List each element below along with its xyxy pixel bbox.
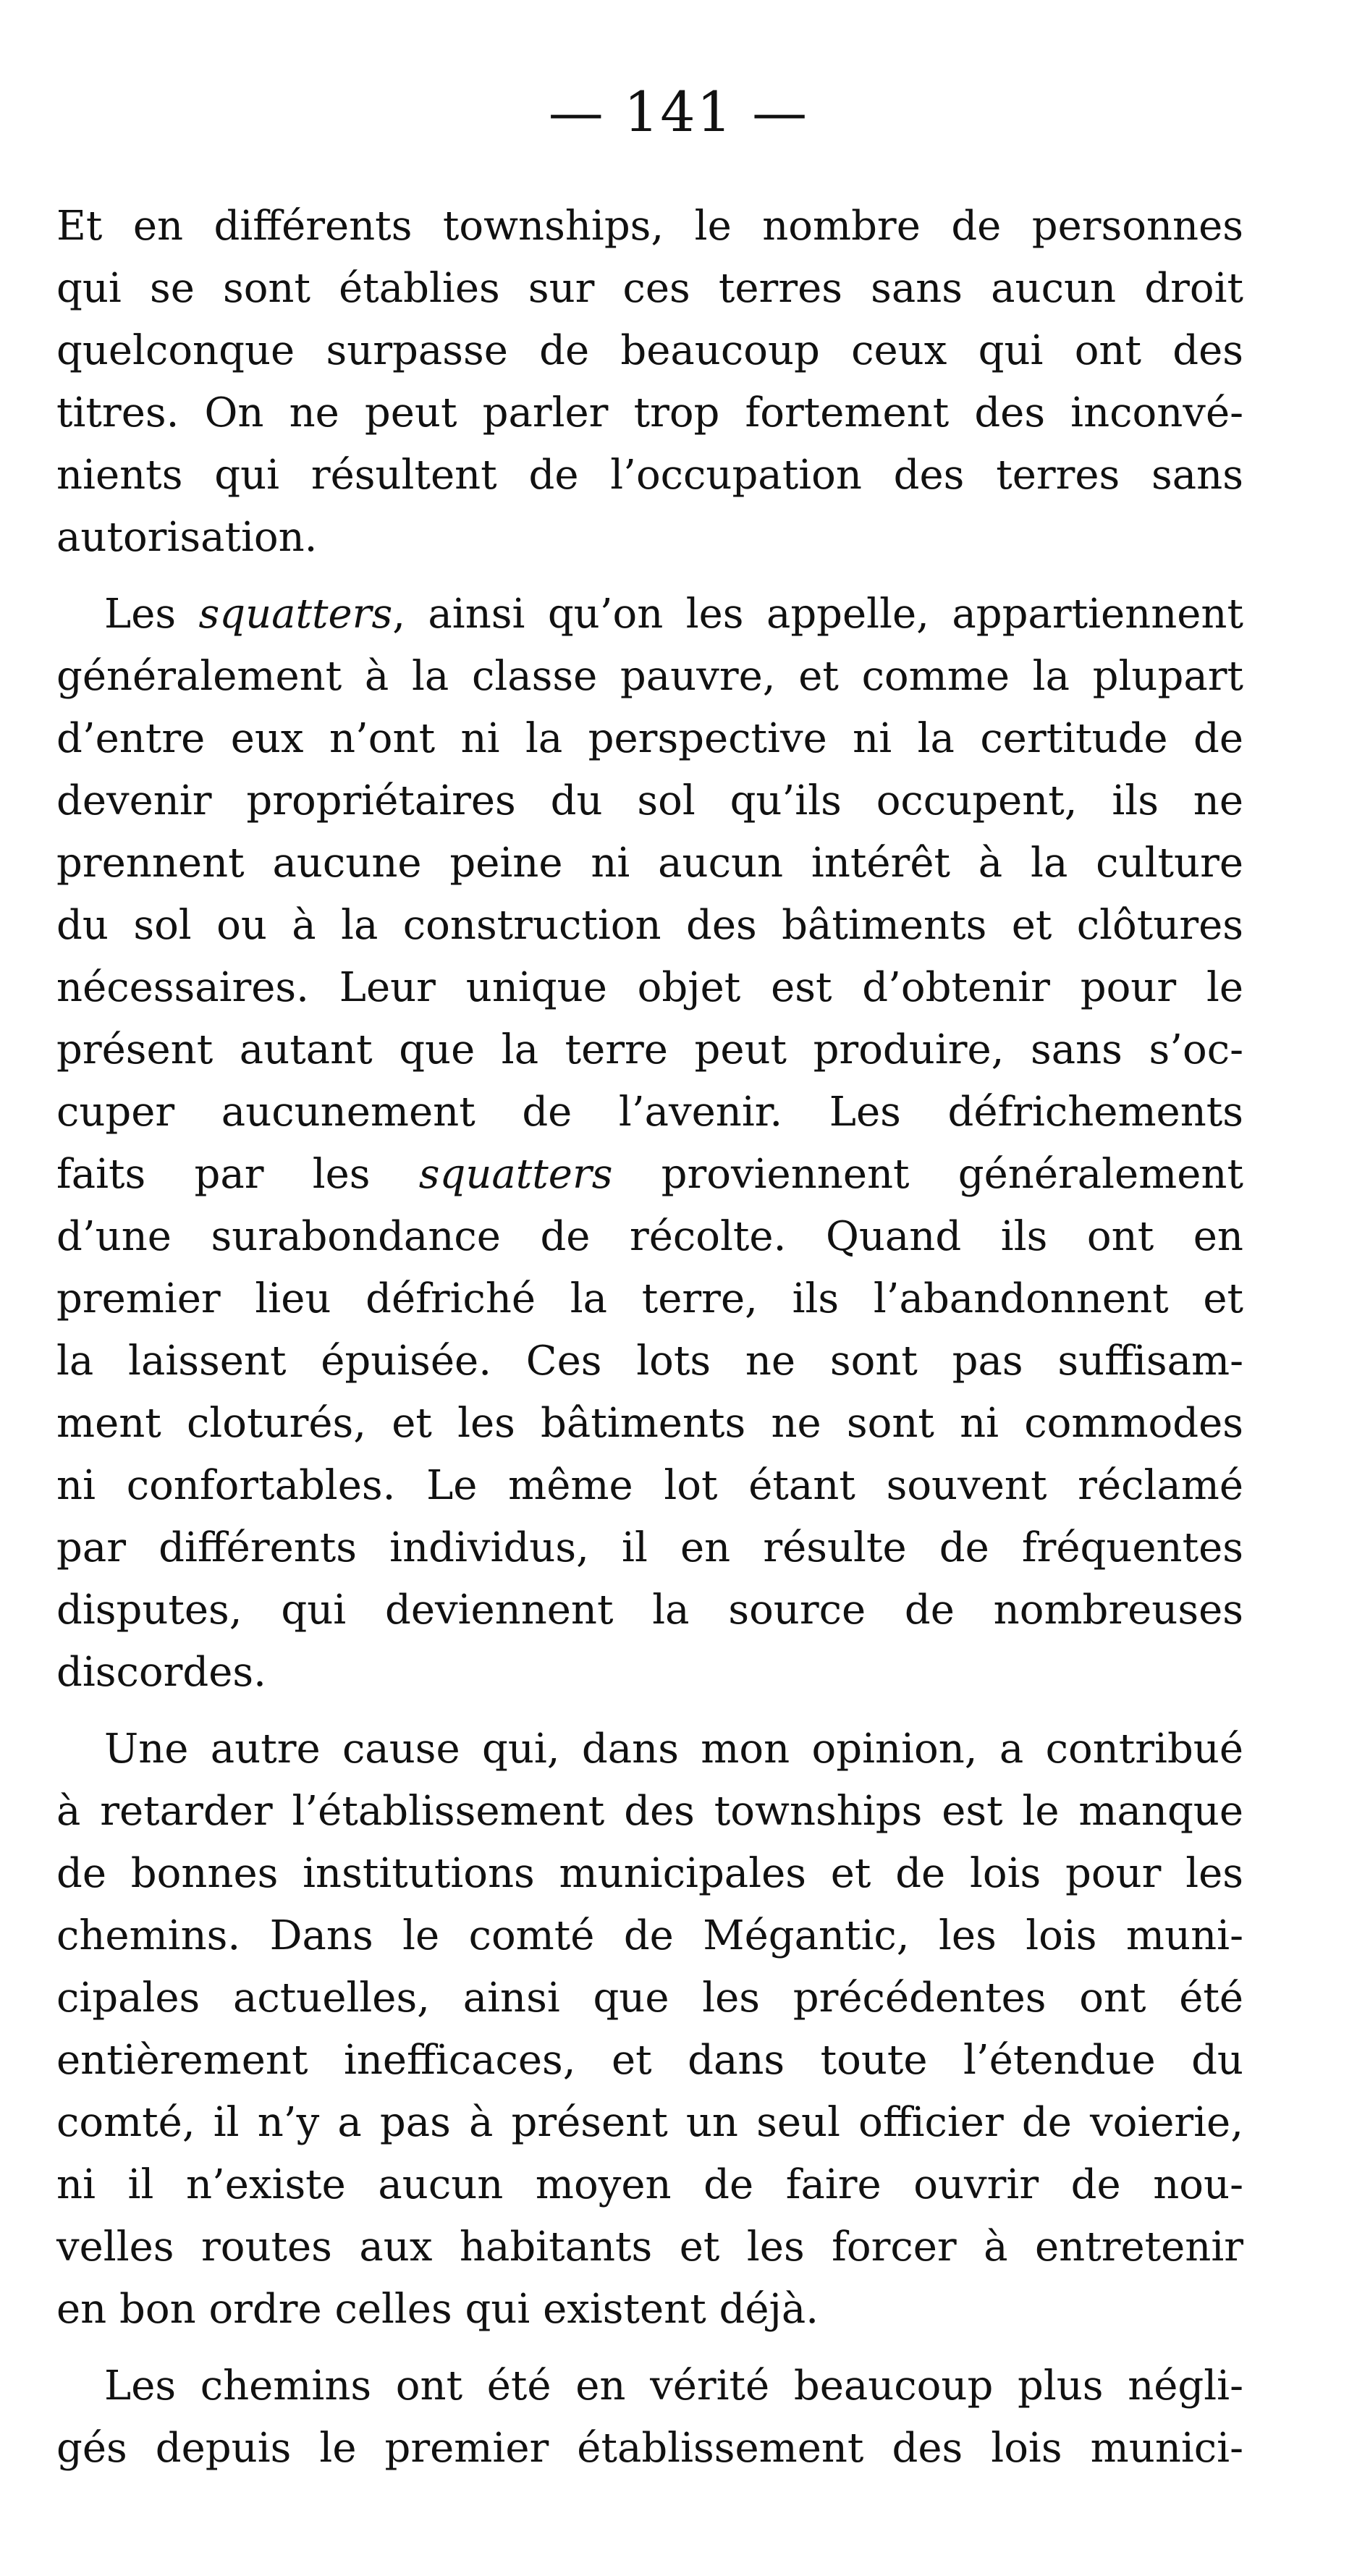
paragraph bbox=[56, 2355, 1243, 2480]
text-line: nécessaires. Leur unique objet est d’obtenir pour le bbox=[56, 964, 1243, 1011]
text-line: cipales actuelles, ainsi que les précédentes ont été bbox=[56, 1975, 1243, 2022]
text-segment: Les bbox=[104, 591, 199, 638]
body-text bbox=[56, 195, 1243, 2480]
text-line: quelconque surpasse de beaucoup ceux qui ont des bbox=[56, 327, 1243, 374]
text-line: titres. On ne peut parler trop fortement des inconvé- bbox=[56, 389, 1243, 436]
text-line bbox=[56, 583, 1243, 646]
text-line: gés depuis le premier établissement des lois munici- bbox=[56, 2425, 1243, 2472]
text-line: de bonnes institutions municipales et de lois pour les bbox=[56, 1850, 1243, 1897]
paragraph-gap bbox=[56, 569, 1243, 583]
text-line: ni il n’existe aucun moyen de faire ouvrir de nou- bbox=[56, 2161, 1243, 2208]
page-number: — 141 — bbox=[548, 80, 809, 144]
text-line: entièrement inefficaces, et dans toute l’étendue du bbox=[56, 2037, 1243, 2084]
text-line: premier lieu défriché la terre, ils l’abandonnent et bbox=[56, 1275, 1243, 1322]
text-line: cuper aucunement de l’avenir. Les défrichements bbox=[56, 1089, 1243, 1136]
text-line: devenir propriétaires du sol qu’ils occupent, ils ne bbox=[56, 777, 1243, 824]
text-line: en bon ordre celles qui existent déjà. bbox=[56, 2286, 819, 2333]
text-line: du sol ou à la construction des bâtiments et clôtures bbox=[56, 902, 1243, 949]
text-line: discordes. bbox=[56, 1649, 266, 1696]
text-line: Et en différents townships, le nombre de personnes bbox=[56, 203, 1243, 250]
text-line: chemins. Dans le comté de Mégantic, les lois muni- bbox=[56, 1912, 1243, 1959]
text-line: d’entre eux n’ont ni la perspective ni la certitude de bbox=[56, 715, 1243, 762]
text-line: Les chemins ont été en vérité beaucoup plus négli- bbox=[104, 2362, 1243, 2410]
text-segment: proviennent généralement bbox=[612, 1151, 1243, 1198]
text-line: généralement à la classe pauvre, et comme la plupart bbox=[56, 653, 1243, 700]
text-line: autorisation. bbox=[56, 514, 318, 561]
text-line: nients qui résultent de l’occupation des terres sans bbox=[56, 452, 1243, 499]
paragraph-gap bbox=[56, 2341, 1243, 2355]
text-line: disputes, qui deviennent la source de nombreuses bbox=[56, 1587, 1243, 1634]
text-line bbox=[56, 1144, 1243, 1206]
text-line: prennent aucune peine ni aucun intérêt à la culture bbox=[56, 840, 1243, 887]
text-line: à retarder l’établissement des townships est le manque bbox=[56, 1788, 1243, 1835]
text-line: présent autant que la terre peut produire, sans s’oc- bbox=[56, 1026, 1243, 1073]
paragraph bbox=[56, 583, 1243, 1704]
paragraph bbox=[56, 195, 1243, 569]
text-line: comté, il n’y a pas à présent un seul officier de voierie, bbox=[56, 2099, 1243, 2146]
text-line: velles routes aux habitants et les forcer à entretenir bbox=[56, 2224, 1243, 2271]
text-line: la laissent épuisée. Ces lots ne sont pas suffisam- bbox=[56, 1338, 1243, 1385]
paragraph bbox=[56, 1718, 1243, 2341]
text-segment: , ainsi qu’on les appelle, appartiennent bbox=[392, 591, 1243, 638]
text-line: qui se sont établies sur ces terres sans aucun droit bbox=[56, 265, 1243, 312]
paragraph-gap bbox=[56, 1704, 1243, 1718]
italic-term: squatters bbox=[418, 1151, 613, 1198]
italic-term: squatters bbox=[198, 591, 393, 638]
text-segment: faits par les bbox=[56, 1151, 419, 1198]
text-line: ni confortables. Le même lot étant souvent réclamé bbox=[56, 1462, 1243, 1509]
text-line: Une autre cause qui, dans mon opinion, a contribué bbox=[104, 1726, 1243, 1773]
text-line: par différents individus, il en résulte de fréquentes bbox=[56, 1524, 1243, 1571]
text-line: ment cloturés, et les bâtiments ne sont ni commodes bbox=[56, 1400, 1243, 1447]
text-line: d’une surabondance de récolte. Quand ils ont en bbox=[56, 1213, 1243, 1260]
